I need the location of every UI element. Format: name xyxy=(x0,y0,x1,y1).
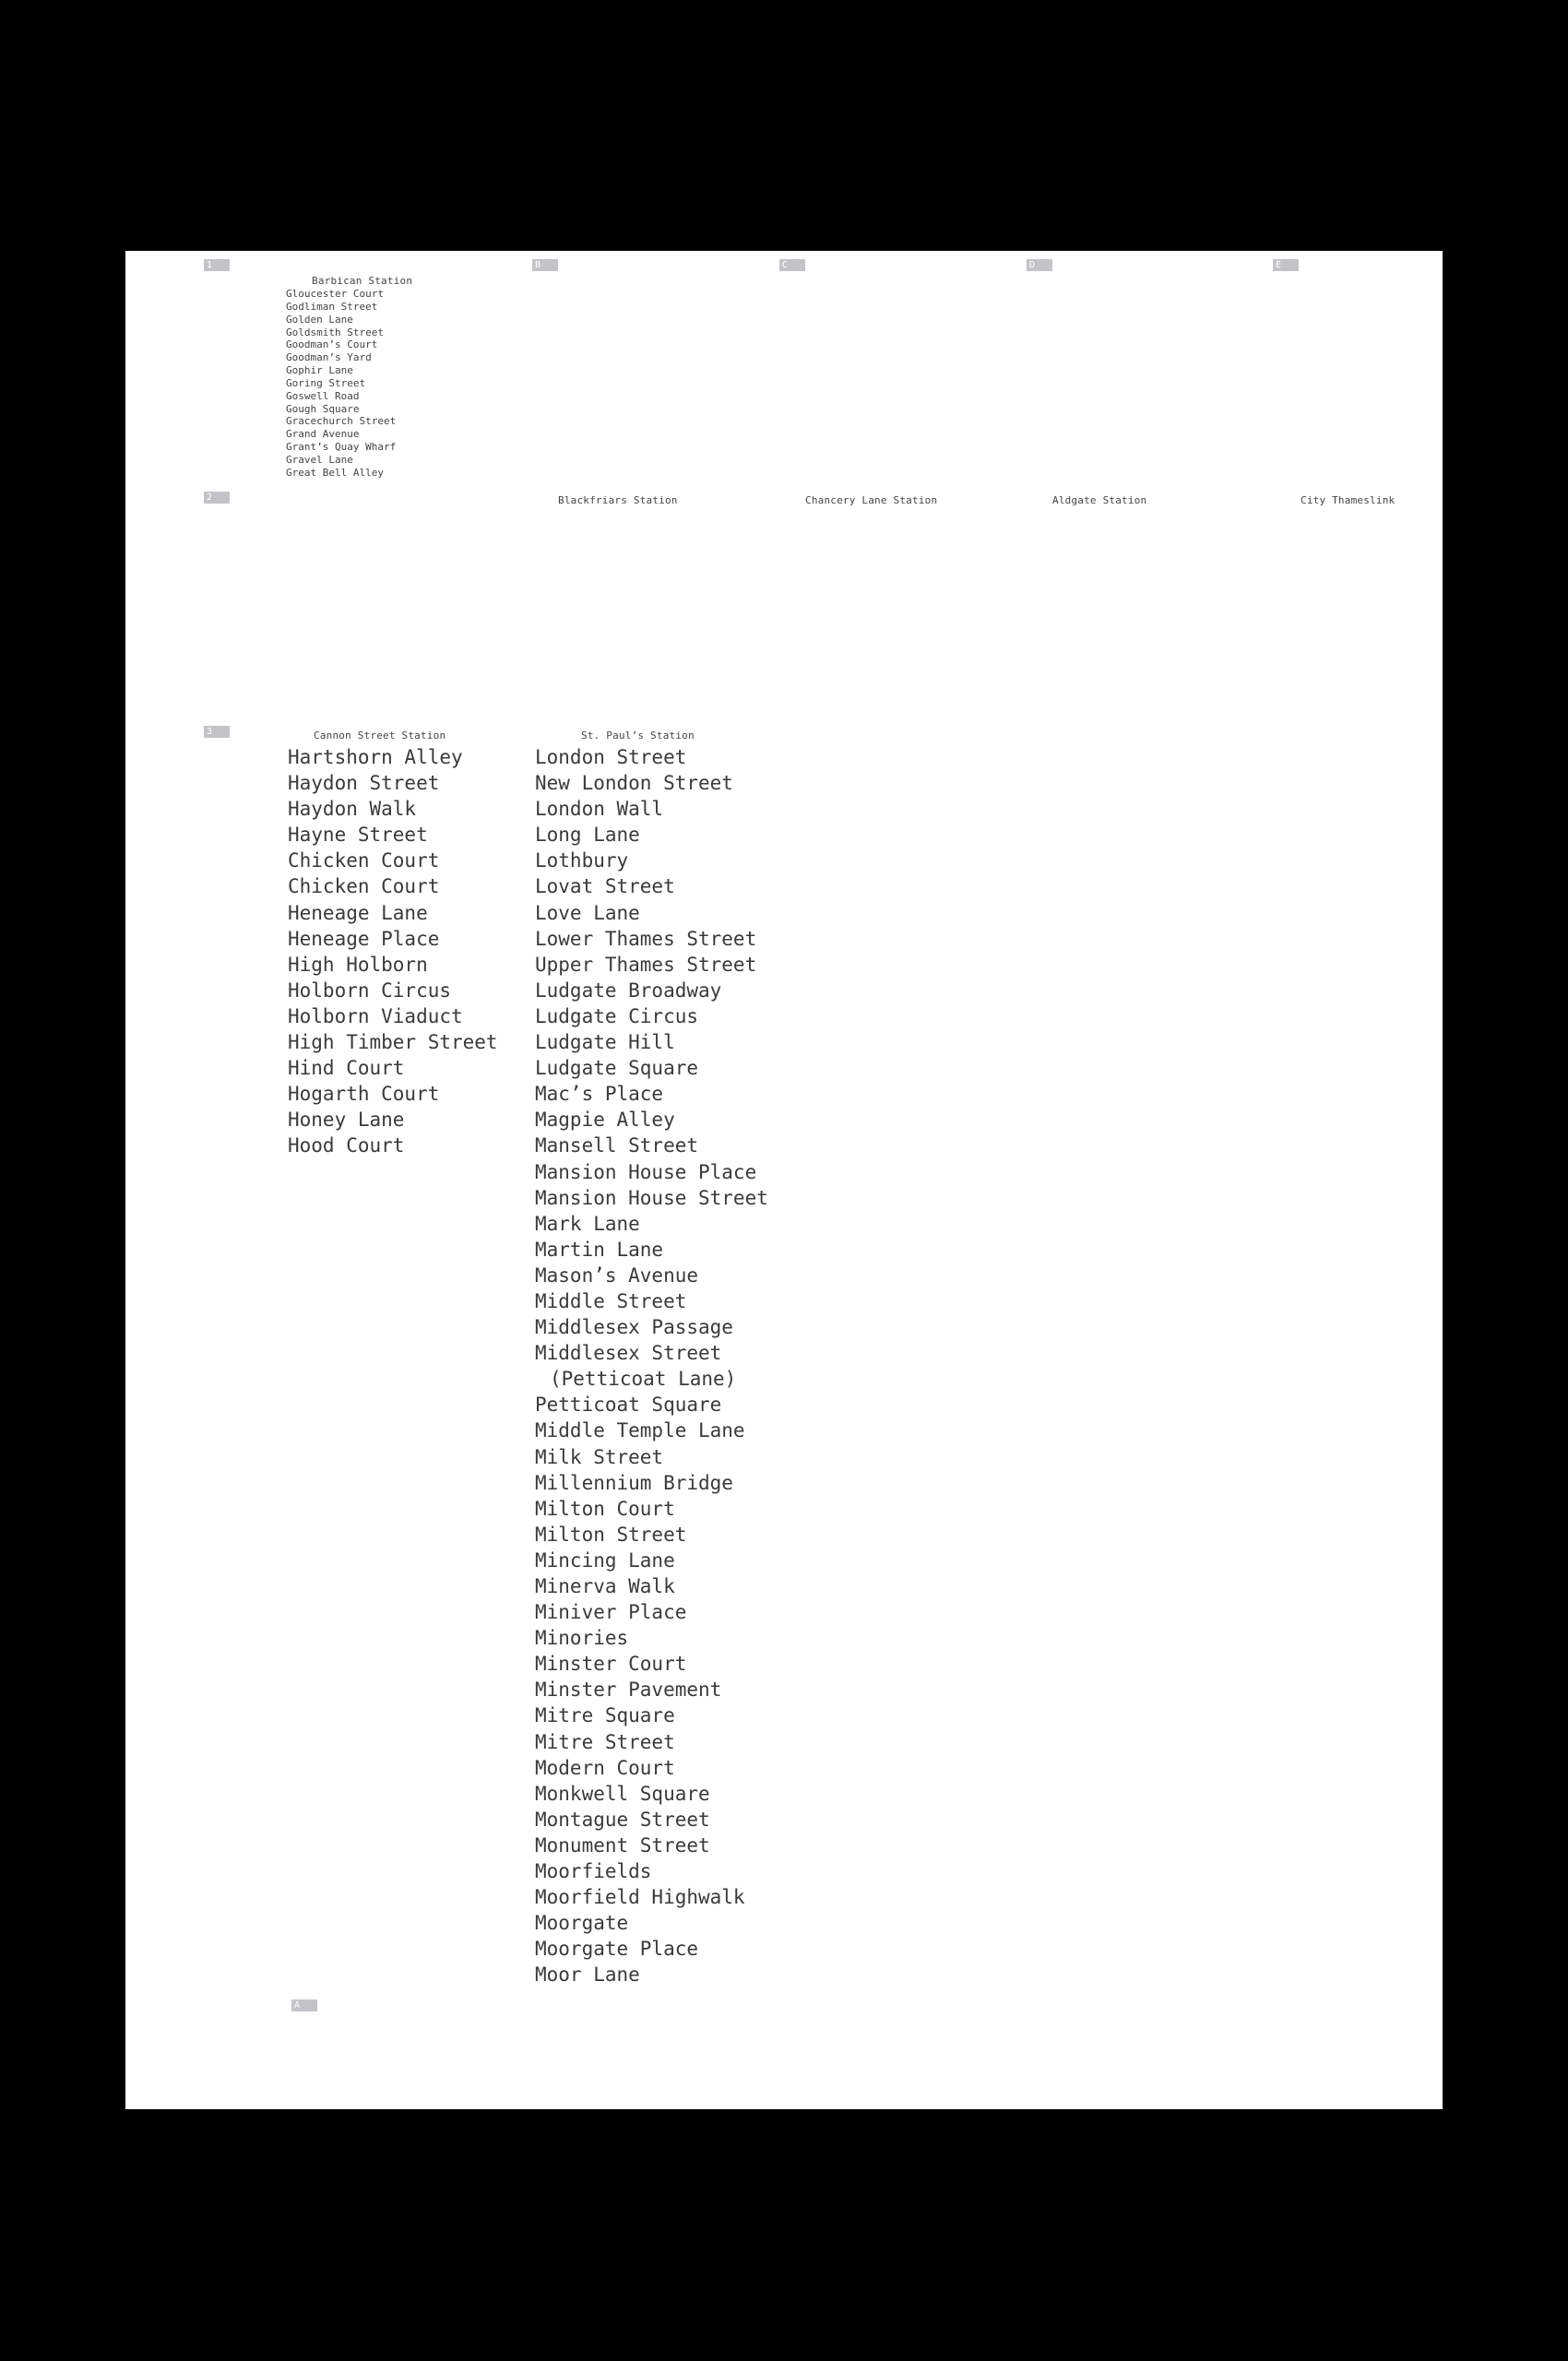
column-marker-d: D xyxy=(1027,259,1052,271)
street-name: Martin Lane xyxy=(535,1238,664,1261)
street-name: Hayne Street xyxy=(288,824,428,847)
street-name: Hind Court xyxy=(288,1057,405,1080)
station-heading-barbican: Barbican Station xyxy=(312,275,413,287)
street-name: Milton Court xyxy=(535,1497,675,1520)
cannon-street-street-list xyxy=(288,744,498,1159)
row-marker-3: 3 xyxy=(204,726,230,738)
street-name: Magpie Alley xyxy=(535,1109,675,1132)
street-name: Middle Temple Lane xyxy=(535,1419,745,1442)
street-name: Minster Court xyxy=(535,1653,687,1676)
station-heading-cannon-street: Cannon Street Station xyxy=(314,730,446,742)
row-marker-2: 2 xyxy=(204,492,230,504)
street-name: Millennium Bridge xyxy=(535,1471,733,1494)
street-name: Upper Thames Street xyxy=(535,953,757,976)
street-name: Haydon Street xyxy=(288,772,440,795)
st-pauls-street-list xyxy=(535,744,768,1988)
station-heading-aldgate: Aldgate Station xyxy=(1052,494,1147,506)
street-name: Chicken Court xyxy=(288,849,440,872)
street-name: Heneage Lane xyxy=(288,901,428,924)
street-name: Lothbury xyxy=(535,849,629,872)
street-name: Mac’s Place xyxy=(535,1083,664,1106)
station-heading-blackfriars: Blackfriars Station xyxy=(558,494,678,506)
street-name: Gravel Lane xyxy=(286,453,353,466)
street-name: Moor Lane xyxy=(535,1964,640,1987)
column-marker-c: C xyxy=(779,259,805,271)
street-name: Petticoat Square xyxy=(535,1394,722,1417)
street-name: Haydon Walk xyxy=(288,798,417,821)
street-name: Monument Street xyxy=(535,1833,710,1857)
street-name: Holborn Viaduct xyxy=(288,1004,463,1027)
street-name: High Holborn xyxy=(288,953,428,976)
street-name: Mason’s Avenue xyxy=(535,1264,699,1287)
street-name: London Street xyxy=(535,746,687,768)
street-name: Ludgate Square xyxy=(535,1057,699,1080)
street-name: Mansion House Street xyxy=(535,1186,768,1209)
street-name: Grant’s Quay Wharf xyxy=(286,441,397,454)
column-marker-b: B xyxy=(532,259,558,271)
street-name: Middlesex Passage xyxy=(535,1316,733,1339)
document-sheet xyxy=(125,251,1443,2109)
street-name: Hogarth Court xyxy=(288,1083,440,1106)
street-name: Montague Street xyxy=(535,1808,710,1831)
station-heading-city-thameslink: City Thameslink xyxy=(1301,494,1396,506)
street-name: Ludgate Broadway xyxy=(535,979,722,1002)
street-name: Lovat Street xyxy=(535,875,675,898)
street-name: New London Street xyxy=(535,772,733,795)
street-name: Gophir Lane xyxy=(286,364,353,377)
street-name: Moorfield Highwalk xyxy=(535,1886,745,1909)
street-name: Milk Street xyxy=(535,1445,664,1468)
street-name: London Wall xyxy=(535,798,664,821)
street-name: Mark Lane xyxy=(535,1212,640,1235)
street-name: Love Lane xyxy=(535,901,640,924)
column-marker-e: E xyxy=(1273,259,1299,271)
street-name: High Timber Street xyxy=(288,1031,498,1054)
street-name: Milton Street xyxy=(535,1523,687,1546)
street-name: Mitre Street xyxy=(535,1730,675,1753)
street-name: Modern Court xyxy=(535,1756,675,1779)
street-name: Heneage Place xyxy=(288,927,440,950)
street-name: Godliman Street xyxy=(286,300,378,313)
street-name: Gloucester Court xyxy=(286,288,384,300)
street-name: Goodman’s Court xyxy=(286,338,378,351)
street-name: Minories xyxy=(535,1627,629,1650)
street-name: (Petticoat Lane) xyxy=(550,1368,737,1391)
street-name: Great Bell Alley xyxy=(286,466,384,479)
street-name: Minerva Walk xyxy=(535,1575,675,1597)
street-name: Chicken Court xyxy=(288,875,440,898)
street-name: Middle Street xyxy=(535,1289,687,1312)
row-marker-1: 1 xyxy=(204,259,230,271)
street-name: Moorgate Place xyxy=(535,1938,699,1961)
street-name: Moorfields xyxy=(535,1860,652,1883)
street-name: Mincing Lane xyxy=(535,1548,675,1572)
station-heading-chancery-lane: Chancery Lane Station xyxy=(805,494,938,506)
street-name: Mansion House Place xyxy=(535,1160,757,1183)
street-name: Holborn Circus xyxy=(288,979,452,1002)
street-name: Hood Court xyxy=(288,1134,405,1157)
street-name: Hartshorn Alley xyxy=(288,746,463,768)
street-name: Miniver Place xyxy=(535,1601,687,1624)
street-name: Monkwell Square xyxy=(535,1782,710,1805)
street-name: Long Lane xyxy=(535,824,640,847)
station-heading-st-pauls: St. Paul’s Station xyxy=(581,730,695,742)
street-name: Honey Lane xyxy=(288,1109,405,1132)
column-marker-a: A xyxy=(291,1999,317,2011)
street-name: Gough Square xyxy=(286,402,360,415)
street-name: Moorgate xyxy=(535,1912,629,1935)
street-name: Middlesex Street xyxy=(535,1342,722,1365)
street-name: Mitre Square xyxy=(535,1704,675,1727)
street-name: Mansell Street xyxy=(535,1134,699,1157)
street-name: Lower Thames Street xyxy=(535,927,757,950)
street-name: Gracechurch Street xyxy=(286,415,397,428)
street-name: Goring Street xyxy=(286,376,366,389)
street-name: Goldsmith Street xyxy=(286,326,384,338)
street-name: Ludgate Hill xyxy=(535,1031,675,1054)
street-name: Ludgate Circus xyxy=(535,1004,699,1027)
street-name: Grand Avenue xyxy=(286,428,360,441)
barbican-street-list xyxy=(286,288,396,480)
street-name: Goswell Road xyxy=(286,389,360,402)
street-name: Goodman’s Yard xyxy=(286,351,372,364)
street-name: Golden Lane xyxy=(286,313,353,326)
street-name: Minster Pavement xyxy=(535,1679,722,1702)
